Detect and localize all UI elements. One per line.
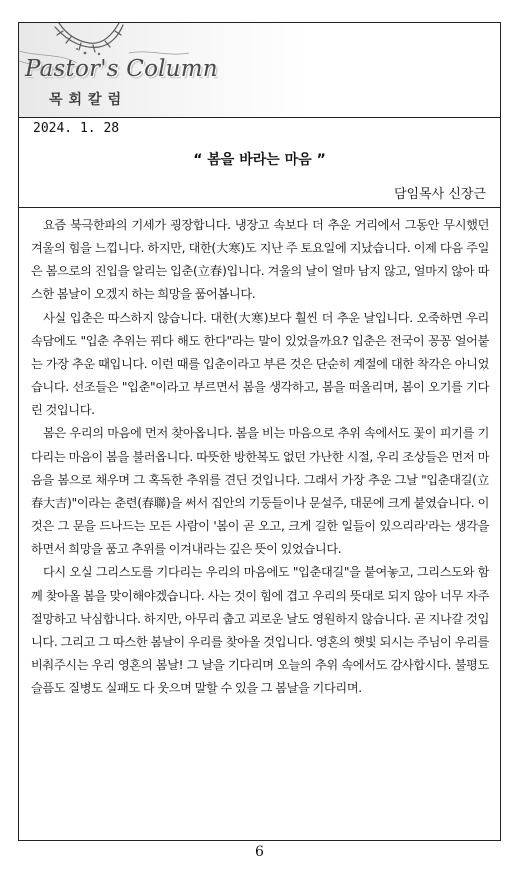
article-author: 담임목사 신장근 [393, 187, 486, 202]
column-subtitle: 목회칼럼 [49, 92, 128, 108]
page-number: 6 [255, 844, 264, 860]
column-frame [18, 22, 501, 841]
paragraph: 다시 오실 그리스도를 기다리는 우리의 마음에도 "입춘대길"을 붙여놓고, 그리스도와 함께 찾아올 봄을 맞이해야겠습니다. 사는 것이 힘에 겹고 우리의 뜻대로 되지 않아 너무 자주 절망하고 낙심합니다. 하지만, 아무리 춥고 괴로운 날도 영원하지 않습니다. 곧 지나갈 것입니다. 그리고 그 따스한 봄날이 우리를 찾아올 것입니다. 영혼의 햇빛 되시는 주님이 우리를 비춰주시는 우리 영혼의 봄날! 그 날을 기다리며 오늘의 추위 속에서도 감사합시다. 불평도 슬픔도 질병도 실패도 다 웃으며 말할 수 있을 그 봄날을 기다리며. [31, 565, 489, 696]
column-title: Pastor's Column [25, 56, 218, 82]
article-body [31, 214, 489, 700]
paragraph: 요즘 북극한파의 기세가 굉장합니다. 냉장고 속보다 더 추운 거리에서 그동안 무시했던 겨울의 힘을 느낍니다. 하지만, 대한(大寒)도 지난 주 토요일에 지났습니다. 이제 다음 주일은 봄으로의 진입을 알리는 입춘(立春)입니다. 겨울의 날이 얼마 남지 않고, 얼마지 않아 따스한 봄날이 오겠지 하는 희망을 품어봅니다. [31, 218, 489, 302]
divider [19, 207, 500, 208]
publication-date: 2024. 1. 28 [33, 121, 120, 136]
paragraph: 사실 입춘은 따스하지 않습니다. 대한(大寒)보다 훨씬 더 추운 날입니다. 오죽하면 우리 속담에도 "입춘 추위는 꿔다 해도 한다"라는 말이 있었을까요? 입춘은 전국이 꽁꽁 얼어붙는 가장 추운 때입니다. 이런 때를 입춘이라고 부른 것은 단순히 계절에 대한 착각은 아니었습니다. 선조들은 "입춘"이라고 부르면서 봄을 생각하고, 봄을 떠올리며, 봄이 오기를 기다린 것입니다. [31, 310, 489, 418]
paragraph: 봄은 우리의 마음에 먼저 찾아옵니다. 봄을 비는 마음으로 추위 속에서도 꽃이 피기를 기다리는 마음이 봄을 불러옵니다. 따뜻한 방한복도 없던 가난한 시절, 우리 조상들은 먼저 마음을 봄으로 채우며 그 혹독한 추위를 견딘 것입니다. 그래서 가장 추운 그날 "입춘대길(立春大吉)"이라는 춘련(春聯)을 써서 집안의 기둥들이나 문설주, 대문에 크게 붙였습니다. 이것은 그 문을 드나드는 모든 사람이 '봄이 곧 오고, 크게 길한 일들이 있으리라'라는 생각을 하면서 희망을 품고 추위를 이겨내라는 깊은 뜻이 있었습니다. [31, 426, 489, 557]
article-title: “ 봄을 바라는 마음 ” [193, 152, 326, 168]
column-header [19, 23, 500, 118]
